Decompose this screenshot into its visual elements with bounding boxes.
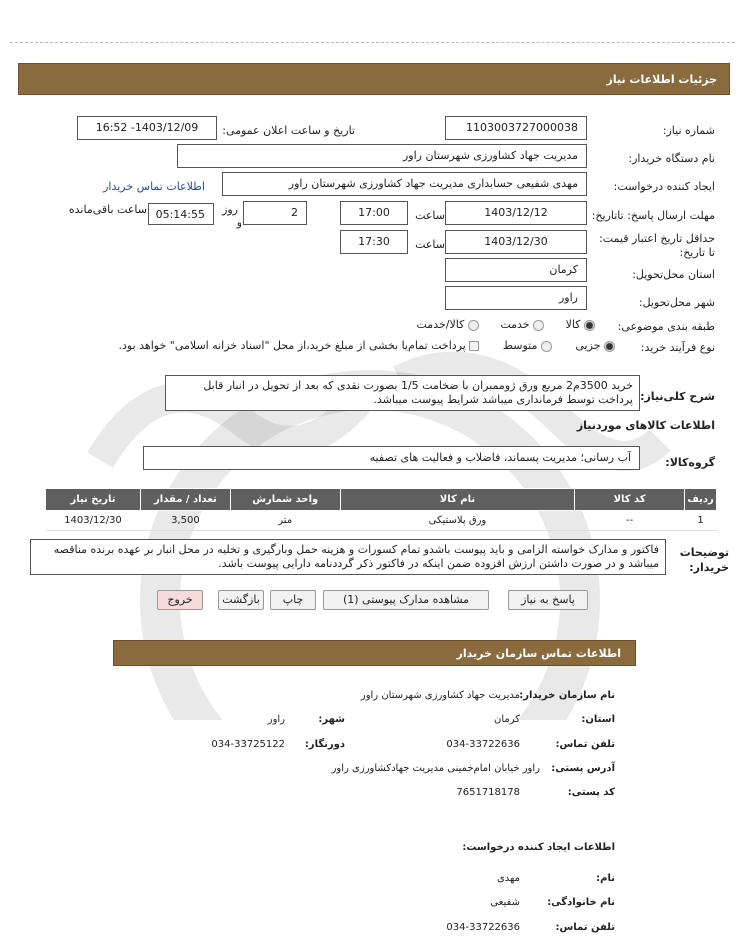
goods-table — [45, 488, 717, 531]
contact-phone-value: 034-33722636 — [446, 739, 520, 750]
buyer-notes-label: توضیحات خریدار: — [679, 546, 729, 574]
contact-postal-value: 7651718178 — [456, 787, 520, 798]
col-unit: واحد شمارش — [230, 489, 340, 511]
creator-phone-value: 034-33722636 — [446, 922, 520, 933]
process-medium-label: متوسط — [502, 339, 538, 352]
category-label: طبقه بندی موضوعی: — [617, 320, 715, 333]
validity-label: حداقل تاریخ اعتبار قیمت: تا تاریخ: — [599, 232, 715, 259]
buyer-notes-box: فاکتور و مدارک خواسته الزامی و باید پیوست باشدو تمام کسورات و هزینه حمل وبارگیری و تخلیه در محل انبار بر عهده برنده مناقصه میباشد و در صورت داشتن ارزش افزوده ضمن اینکه در فاکتور ذکر گرددنامه دارایی پیوست باشد. — [30, 539, 666, 575]
category-goods-service-label: کالا/خدمت — [416, 318, 465, 331]
buyer-contact-link[interactable]: اطلاعات تماس خریدار — [103, 180, 205, 193]
process-partial-radio[interactable] — [604, 341, 615, 352]
contact-fax-value: 034-33725122 — [211, 739, 285, 750]
table-header-row — [46, 489, 717, 511]
col-row: ردیف — [685, 489, 717, 511]
col-qty: تعداد / مقدار — [140, 489, 230, 511]
goods-group-label: گروه‌کالا: — [665, 456, 715, 469]
creator-name-label: نام: — [596, 873, 615, 884]
process-radio-group — [119, 339, 615, 352]
contact-fax-label: دورنگار: — [304, 739, 345, 750]
deadline-hour-label: ساعت — [415, 209, 445, 222]
contact-org-value: مدیریت جهاد کشاورزی شهرستان راور — [360, 690, 520, 701]
cell-name: ورق پلاستیکی — [340, 511, 575, 531]
category-goods-label: کالا — [565, 318, 581, 331]
days-label: روز — [222, 203, 238, 216]
and-label: و — [236, 216, 242, 229]
contact-org-label: نام سازمان خریدار: — [519, 690, 615, 701]
contact-city-label: شهر: — [318, 714, 345, 725]
validity-hour-label: ساعت — [415, 238, 445, 251]
col-code: کد کالا — [575, 489, 685, 511]
table-row — [46, 511, 717, 531]
col-date: تاریخ نیاز — [46, 489, 141, 511]
goods-group-field: آب رسانی؛ مدیریت پسماند، فاضلاب و فعالیت های تصفیه — [143, 446, 640, 470]
contact-province-label: استان: — [581, 714, 615, 725]
cell-unit: متر — [230, 511, 340, 531]
creator-field: مهدی شفیعی حسابداری مدیریت جهاد کشاورزی شهرستان راور — [222, 172, 587, 196]
remaining-label: ساعت باقی‌مانده — [68, 203, 147, 216]
cell-date: 1403/12/30 — [46, 511, 141, 531]
category-service-label: خدمت — [500, 318, 530, 331]
category-goods-radio[interactable] — [584, 320, 595, 331]
deadline-date-field: 1403/12/12 — [445, 201, 587, 225]
process-medium-radio[interactable] — [541, 341, 552, 352]
cell-qty: 3,500 — [140, 511, 230, 531]
contact-province-value: کرمان — [493, 714, 520, 725]
category-radio-group — [417, 318, 596, 331]
print-button[interactable]: چاپ — [270, 590, 316, 610]
buyer-org-field: مدیریت جهاد کشاورزی شهرستان راور — [177, 144, 587, 168]
announce-field: 1403/12/09- 16:52 — [77, 116, 217, 140]
creator-name-value: مهدی — [496, 873, 520, 884]
process-label: نوع فرآیند خرید: — [640, 341, 715, 354]
creator-info-title: اطلاعات ایجاد کننده درخواست: — [462, 842, 615, 853]
col-name: نام کالا — [340, 489, 575, 511]
cell-code: -- — [575, 511, 685, 531]
description-label: شرح کلی‌نیاز: — [640, 390, 715, 403]
contact-address-label: آدرس پستی: — [551, 763, 615, 774]
cell-row: 1 — [685, 511, 717, 531]
contact-phone-label: تلفن تماس: — [555, 739, 615, 750]
buyer-org-label: نام دستگاه خریدار: — [628, 152, 715, 165]
goods-info-title: اطلاعات کالاهای موردنیاز — [576, 419, 715, 432]
contact-title: اطلاعات تماس سازمان خریدار — [456, 647, 621, 660]
validity-date-field: 1403/12/30 — [445, 230, 587, 254]
province-field: کرمان — [445, 258, 587, 282]
page-title: جزئیات اطلاعات نیاز — [606, 73, 717, 86]
need-number-field: 1103003727000038 — [445, 116, 587, 140]
contact-header — [113, 640, 636, 666]
category-service-radio[interactable] — [533, 320, 544, 331]
top-divider — [10, 42, 735, 43]
creator-label: ایجاد کننده درخواست: — [613, 180, 715, 193]
contact-postal-label: کد پستی: — [567, 787, 615, 798]
treasury-checkbox[interactable] — [469, 341, 479, 351]
creator-family-label: نام خانوادگی: — [547, 897, 615, 908]
process-partial-label: جزیی — [575, 339, 601, 352]
province-label: استان محل‌تحویل: — [632, 268, 715, 281]
deadline-time-field: 17:00 — [340, 201, 408, 225]
remaining-time-field: 05:14:55 — [148, 203, 214, 225]
treasury-note: پرداخت تمام‌یا بخشی از مبلغ خرید،از محل "اسناد خزانه اسلامی" خواهد بود. — [118, 339, 466, 352]
contact-address-value: راور خیابان امام‌خمینی مدیریت جهادکشاورزی راور — [331, 763, 540, 774]
back-button[interactable]: بازگشت — [218, 590, 264, 610]
city-field: راور — [445, 286, 587, 310]
deadline-label: مهلت ارسال پاسخ: تاتاریخ: — [591, 209, 715, 222]
exit-button[interactable]: خروج — [157, 590, 203, 610]
city-label: شهر محل‌تحویل: — [638, 296, 715, 309]
creator-family-value: شفیعی — [490, 897, 520, 908]
view-docs-button[interactable]: مشاهده مدارک پیوستی (1) — [323, 590, 489, 610]
remaining-days-field: 2 — [243, 201, 307, 225]
description-box: خرید 3500م2 مربع ورق ژوممبران با ضخامت 1/5 بصورت نقدی که بعد از تحویل در انبار قابل پرداخت توسط فرمانداری میباشد شرایط پیوست میباشد. — [165, 375, 640, 411]
creator-phone-label: تلفن تماس: — [555, 922, 615, 933]
details-header — [18, 63, 730, 95]
category-goods-service-radio[interactable] — [468, 320, 479, 331]
validity-time-field: 17:30 — [340, 230, 408, 254]
reply-button[interactable]: پاسخ به نیاز — [508, 590, 588, 610]
announce-label: تاریخ و ساعت اعلان عمومی: — [222, 124, 355, 137]
need-number-label: شماره نیاز: — [662, 124, 715, 137]
contact-city-value: راور — [267, 714, 285, 725]
